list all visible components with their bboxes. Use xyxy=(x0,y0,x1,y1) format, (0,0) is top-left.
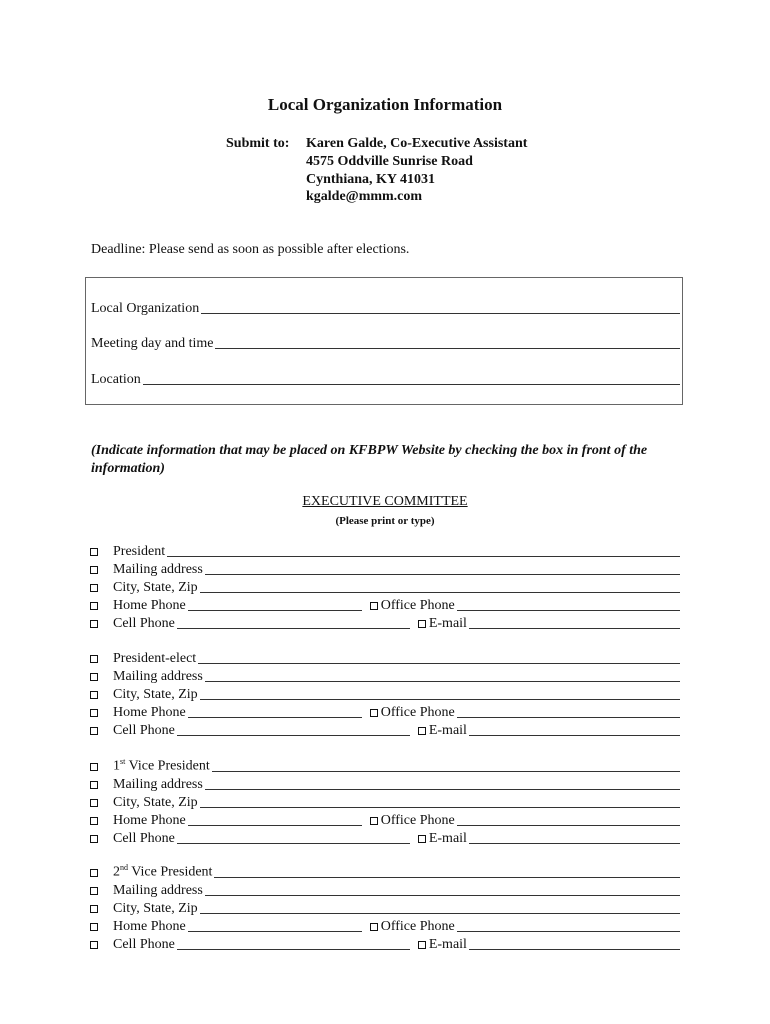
checkbox-cell xyxy=(90,602,113,614)
cell-phone-label: Cell Phone xyxy=(113,831,175,846)
checkbox[interactable] xyxy=(90,869,98,877)
checkbox-cell xyxy=(90,923,113,935)
checkbox[interactable] xyxy=(90,673,98,681)
city-state-zip-line[interactable] xyxy=(200,913,680,914)
email-line[interactable] xyxy=(469,949,680,950)
checkbox[interactable] xyxy=(370,923,378,931)
cell-email-row xyxy=(90,614,680,632)
checkbox[interactable] xyxy=(370,709,378,717)
checkbox-cell xyxy=(90,691,113,703)
checkbox[interactable] xyxy=(90,584,98,592)
city-state-zip-row xyxy=(90,899,680,917)
phone-row xyxy=(90,917,680,935)
mailing-address-row xyxy=(90,560,680,578)
email-line[interactable] xyxy=(469,735,680,736)
checkbox[interactable] xyxy=(418,941,426,949)
checkbox-cell xyxy=(90,941,113,953)
cell-email-row xyxy=(90,721,680,739)
local-organization-label: Local Organization xyxy=(91,301,200,316)
local-organization-line[interactable] xyxy=(201,313,680,314)
home-phone-label: Home Phone xyxy=(113,705,186,720)
checkbox[interactable] xyxy=(90,655,98,663)
meeting-day-time-label: Meeting day and time xyxy=(91,336,214,351)
checkbox[interactable] xyxy=(90,620,98,628)
checkbox-cell xyxy=(90,566,113,578)
checkbox[interactable] xyxy=(370,817,378,825)
cell-phone-line[interactable] xyxy=(177,628,410,629)
home-phone-line[interactable] xyxy=(188,610,362,611)
location-field[interactable] xyxy=(91,368,680,388)
home-phone-line[interactable] xyxy=(188,717,362,718)
office-phone-label: Office Phone xyxy=(380,598,455,613)
checkbox[interactable] xyxy=(90,763,98,771)
checkbox[interactable] xyxy=(418,620,426,628)
checkbox[interactable] xyxy=(90,799,98,807)
office-phone-label: Office Phone xyxy=(380,705,455,720)
city-state-zip-row xyxy=(90,685,680,703)
city-state-zip-row xyxy=(90,578,680,596)
phone-row xyxy=(90,811,680,829)
officer-name-line[interactable] xyxy=(167,556,680,557)
city-state-zip-line[interactable] xyxy=(200,699,680,700)
mailing-address-row xyxy=(90,667,680,685)
page-title: Local Organization Information xyxy=(267,95,503,114)
checkbox[interactable] xyxy=(90,602,98,610)
checkbox[interactable] xyxy=(90,817,98,825)
checkbox-cell xyxy=(90,763,113,775)
home-phone-label: Home Phone xyxy=(113,919,186,934)
checkbox-cell xyxy=(90,548,113,560)
cell-phone-label: Cell Phone xyxy=(113,723,175,738)
city-state-zip-label: City, State, Zip xyxy=(113,901,198,916)
mailing-address-label: Mailing address xyxy=(113,777,203,792)
city-state-zip-label: City, State, Zip xyxy=(113,687,198,702)
mailing-address-label: Mailing address xyxy=(113,669,203,684)
checkbox[interactable] xyxy=(90,905,98,913)
cell-email-row xyxy=(90,935,680,953)
officer-name-row xyxy=(90,542,680,560)
checkbox-cell xyxy=(90,781,113,793)
location-line[interactable] xyxy=(143,384,680,385)
executive-committee-heading: EXECUTIVE COMMITTEE xyxy=(302,494,468,509)
office-phone-line[interactable] xyxy=(457,931,680,932)
checkbox[interactable] xyxy=(418,835,426,843)
checkbox[interactable] xyxy=(90,727,98,735)
phone-row xyxy=(90,703,680,721)
mailing-address-line[interactable] xyxy=(205,681,680,682)
mailing-address-row xyxy=(90,881,680,899)
email-line[interactable] xyxy=(469,843,680,844)
checkbox-cell xyxy=(90,887,113,899)
officer-name-line[interactable] xyxy=(212,771,680,772)
website-instruction: (Indicate information that may be placed on KFBPW Website by checking the box in front of the information) xyxy=(91,443,648,476)
office-phone-line[interactable] xyxy=(457,825,680,826)
checkbox-cell xyxy=(90,709,113,721)
checkbox[interactable] xyxy=(90,887,98,895)
city-state-zip-row xyxy=(90,793,680,811)
deadline-text: Deadline: Please send as soon as possible after elections. xyxy=(91,242,410,257)
city-state-zip-line[interactable] xyxy=(200,807,680,808)
mailing-address-row xyxy=(90,775,680,793)
checkbox[interactable] xyxy=(90,923,98,931)
submit-to-label: Submit to: xyxy=(226,136,290,151)
officer-title: 2nd Vice President xyxy=(113,863,213,880)
checkbox[interactable] xyxy=(90,781,98,789)
checkbox[interactable] xyxy=(90,691,98,699)
officer-name-row xyxy=(90,649,680,667)
checkbox[interactable] xyxy=(90,548,98,556)
cell-phone-line[interactable] xyxy=(177,949,410,950)
city-state-zip-label: City, State, Zip xyxy=(113,580,198,595)
submit-address-line: Karen Galde, Co-Executive Assistant xyxy=(306,136,528,151)
ordinal-suffix: st xyxy=(120,757,126,767)
checkbox[interactable] xyxy=(418,727,426,735)
submit-email: kgalde@mmm.com xyxy=(306,189,423,204)
home-phone-label: Home Phone xyxy=(113,598,186,613)
phone-row xyxy=(90,596,680,614)
checkbox[interactable] xyxy=(90,835,98,843)
officer-name-line[interactable] xyxy=(214,877,680,878)
email-label: E-mail xyxy=(428,616,467,631)
email-line[interactable] xyxy=(469,628,680,629)
mailing-address-line[interactable] xyxy=(205,789,680,790)
local-organization-field[interactable] xyxy=(91,297,680,317)
office-phone-line[interactable] xyxy=(457,610,680,611)
officer-title: President-elect xyxy=(113,651,197,666)
cell-phone-line[interactable] xyxy=(177,843,410,844)
mailing-address-label: Mailing address xyxy=(113,562,203,577)
cell-email-row xyxy=(90,829,680,847)
city-state-zip-line[interactable] xyxy=(200,592,680,593)
checkbox-cell xyxy=(90,835,113,847)
checkbox[interactable] xyxy=(90,709,98,717)
cell-phone-label: Cell Phone xyxy=(113,616,175,631)
officer-name-row xyxy=(90,757,680,775)
email-label: E-mail xyxy=(428,937,467,952)
email-label: E-mail xyxy=(428,723,467,738)
office-phone-label: Office Phone xyxy=(380,919,455,934)
checkbox-cell xyxy=(90,584,113,596)
mailing-address-label: Mailing address xyxy=(113,883,203,898)
checkbox-cell xyxy=(90,905,113,917)
ordinal-suffix: nd xyxy=(120,863,128,873)
office-phone-line[interactable] xyxy=(457,717,680,718)
checkbox[interactable] xyxy=(370,602,378,610)
location-label: Location xyxy=(91,372,141,387)
checkbox-cell xyxy=(90,799,113,811)
cell-phone-label: Cell Phone xyxy=(113,937,175,952)
home-phone-line[interactable] xyxy=(188,825,362,826)
office-phone-label: Office Phone xyxy=(380,813,455,828)
email-label: E-mail xyxy=(428,831,467,846)
officer-title: President xyxy=(113,544,166,559)
city-state-zip-label: City, State, Zip xyxy=(113,795,198,810)
checkbox-cell xyxy=(90,620,113,632)
officer-name-line[interactable] xyxy=(198,663,680,664)
checkbox[interactable] xyxy=(90,941,98,949)
executive-committee-subtitle: (Please print or type) xyxy=(335,515,435,527)
checkbox-cell xyxy=(90,817,113,829)
mailing-address-line[interactable] xyxy=(205,895,680,896)
meeting-day-time-line[interactable] xyxy=(215,348,680,349)
checkbox-cell xyxy=(90,727,113,739)
meeting-day-time-field[interactable] xyxy=(91,332,680,352)
checkbox-cell xyxy=(90,655,113,667)
submit-address-line: 4575 Oddville Sunrise Road xyxy=(306,154,473,169)
mailing-address-line[interactable] xyxy=(205,574,680,575)
checkbox-cell xyxy=(90,673,113,685)
checkbox-cell xyxy=(90,869,113,881)
officer-title: 1st Vice President xyxy=(113,757,210,774)
checkbox[interactable] xyxy=(90,566,98,574)
cell-phone-line[interactable] xyxy=(177,735,410,736)
officer-name-row xyxy=(90,863,680,881)
home-phone-label: Home Phone xyxy=(113,813,186,828)
submit-address-line: Cynthiana, KY 41031 xyxy=(306,172,436,187)
home-phone-line[interactable] xyxy=(188,931,362,932)
